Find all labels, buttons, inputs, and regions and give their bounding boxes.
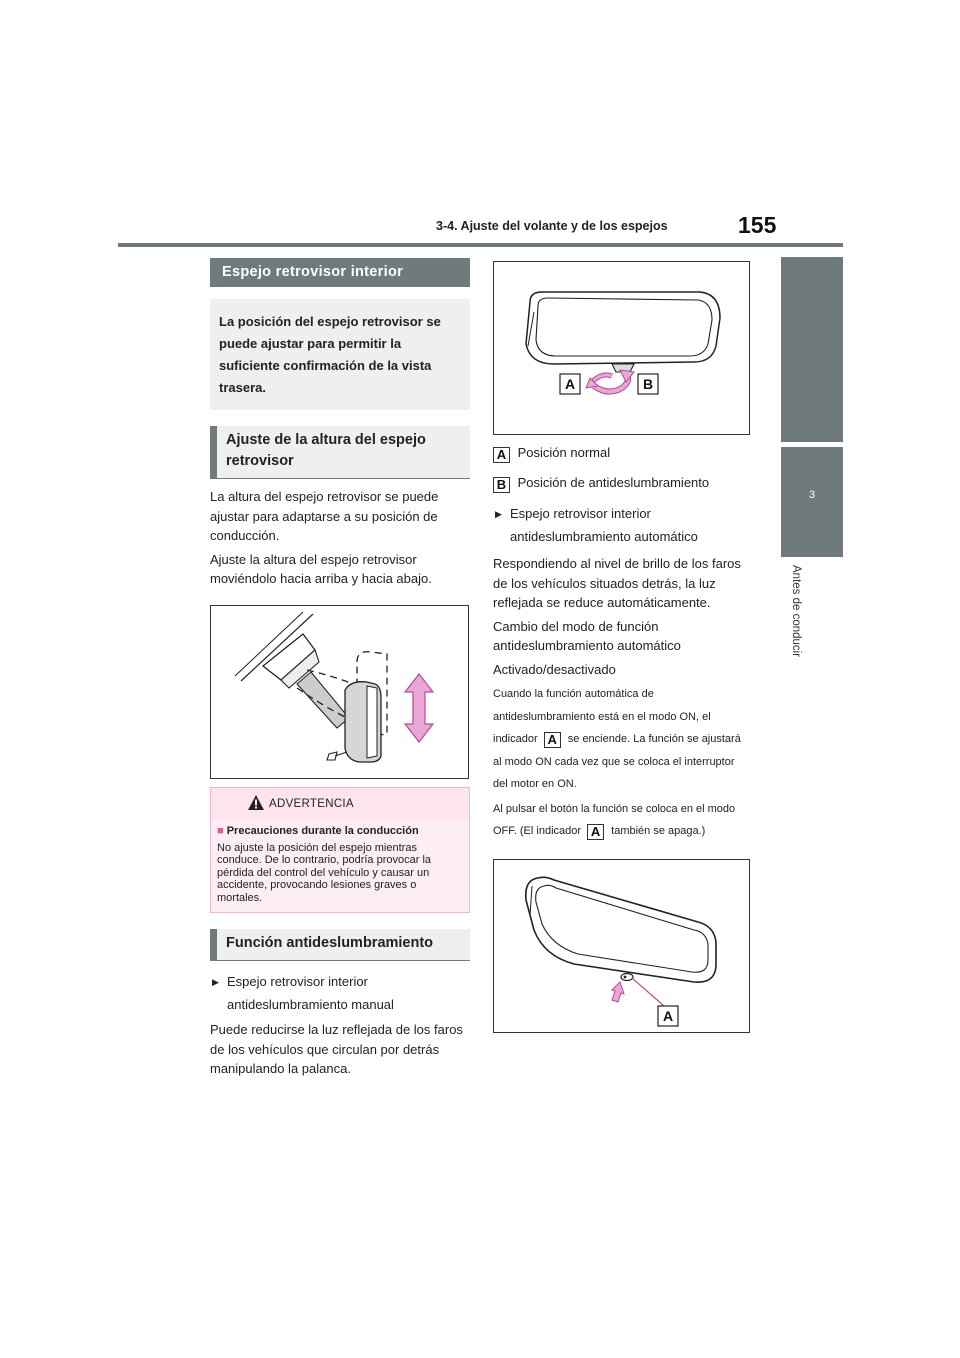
auto-note-2-after: también se apaga.)	[611, 825, 706, 837]
section-title: 3-4. Ajuste del volante y de los espejos	[436, 219, 668, 233]
auto-note-1	[493, 683, 751, 796]
warning-text: No ajuste la posición del espejo mientras conduce. De lo contrario, podría provocar la pérdida del control del vehículo y causar un accidente, provocando lesiones graves o mortales.	[217, 841, 432, 904]
auto-mirror-illustration	[494, 860, 749, 1032]
antiglare-heading: Función antideslumbramiento	[210, 929, 470, 961]
warning-title: ADVERTENCIA	[269, 797, 354, 810]
chapter-tab-number: 3	[808, 489, 816, 501]
auto-note-2	[493, 798, 751, 843]
warning-box	[210, 787, 470, 914]
manual-antiglare-text: Puede reducirse la luz reflejada de los faros de los vehículos que circulan por detrás manipulando la palanca.	[210, 1022, 463, 1076]
fig1-label-b: B	[642, 376, 654, 392]
indicator-letter-a: A	[544, 732, 561, 748]
fig2-label-a: A	[662, 1007, 674, 1024]
legend-letter-b: B	[493, 477, 510, 493]
warning-marker: ■	[217, 824, 224, 837]
legend-row-b	[493, 473, 751, 493]
mirror-height-illustration	[211, 606, 468, 778]
auto-paragraph-3: Activado/desactivado	[493, 661, 616, 677]
warning-body	[211, 820, 469, 913]
auto-paragraph-2: Cambio del modo de función antideslumbramiento automático	[493, 618, 681, 653]
warning-icon	[248, 795, 264, 810]
header-rule	[118, 243, 843, 247]
page-number: 155	[738, 212, 777, 238]
indicator-letter-a-2: A	[587, 824, 604, 840]
auto-antiglare-bullet	[493, 503, 751, 548]
auto-note-1-after: se enciende. La función se ajustará al modo ON cada vez que se coloca el interruptor del motor en ON.	[493, 733, 741, 790]
manual-antiglare-title: Espejo retrovisor interior antideslumbramiento manual	[227, 974, 394, 1012]
legend-text-a: Posición normal	[517, 445, 611, 460]
warning-item	[217, 823, 463, 839]
side-rule	[781, 257, 843, 442]
left-column	[210, 258, 470, 1079]
legend-text-b: Posición de antideslumbramiento	[517, 475, 710, 490]
warning-item-title: Precauciones durante la conducción	[226, 824, 419, 837]
right-column	[493, 261, 751, 1033]
fig1-label-a: A	[564, 376, 576, 392]
chapter-label-text: Antes de conducir	[790, 565, 802, 658]
manual-antiglare-bullet	[210, 971, 470, 1016]
auto-note-2-before: Al pulsar el botón la función se coloca en el modo OFF. (El indicador	[493, 802, 736, 837]
height-paragraph-1: La altura del espejo retrovisor se puede ajustar para adaptarse a su posición de conducción.	[210, 489, 439, 543]
auto-note-1-before: Cuando la función automática de antideslumbramiento está en el modo ON, el indicador	[493, 688, 711, 745]
bullet-arrow-icon: ▶	[495, 509, 502, 519]
legend-letter-a: A	[493, 447, 510, 463]
antiglare-lever-figure	[493, 261, 750, 435]
figure-legend	[493, 443, 751, 493]
bullet-arrow-icon: ▶	[212, 977, 219, 987]
main-heading: Espejo retrovisor interior	[210, 258, 470, 287]
auto-paragraph-1: Respondiendo al nivel de brillo de los faros de los vehículos situados detrás, la luz reflejada se reduce automáticamente.	[493, 556, 741, 610]
height-paragraph-2: Ajuste la altura del espejo retrovisor moviéndolo hacia arriba y hacia abajo.	[210, 551, 432, 586]
antiglare-lever-illustration	[494, 262, 749, 434]
auto-antiglare-title: Espejo retrovisor interior antideslumbramiento automático	[510, 506, 698, 544]
chapter-label	[788, 565, 808, 685]
warning-header	[211, 788, 469, 820]
legend-row-a	[493, 443, 751, 463]
chapter-tab[interactable]	[781, 447, 843, 557]
auto-mirror-figure	[493, 859, 750, 1033]
height-heading: Ajuste de la altura del espejo retrovisor	[210, 426, 470, 479]
mirror-height-figure	[210, 605, 469, 779]
intro-box: La posición del espejo retrovisor se puede ajustar para permitir la suficiente confirmación de la vista trasera.	[210, 299, 470, 410]
